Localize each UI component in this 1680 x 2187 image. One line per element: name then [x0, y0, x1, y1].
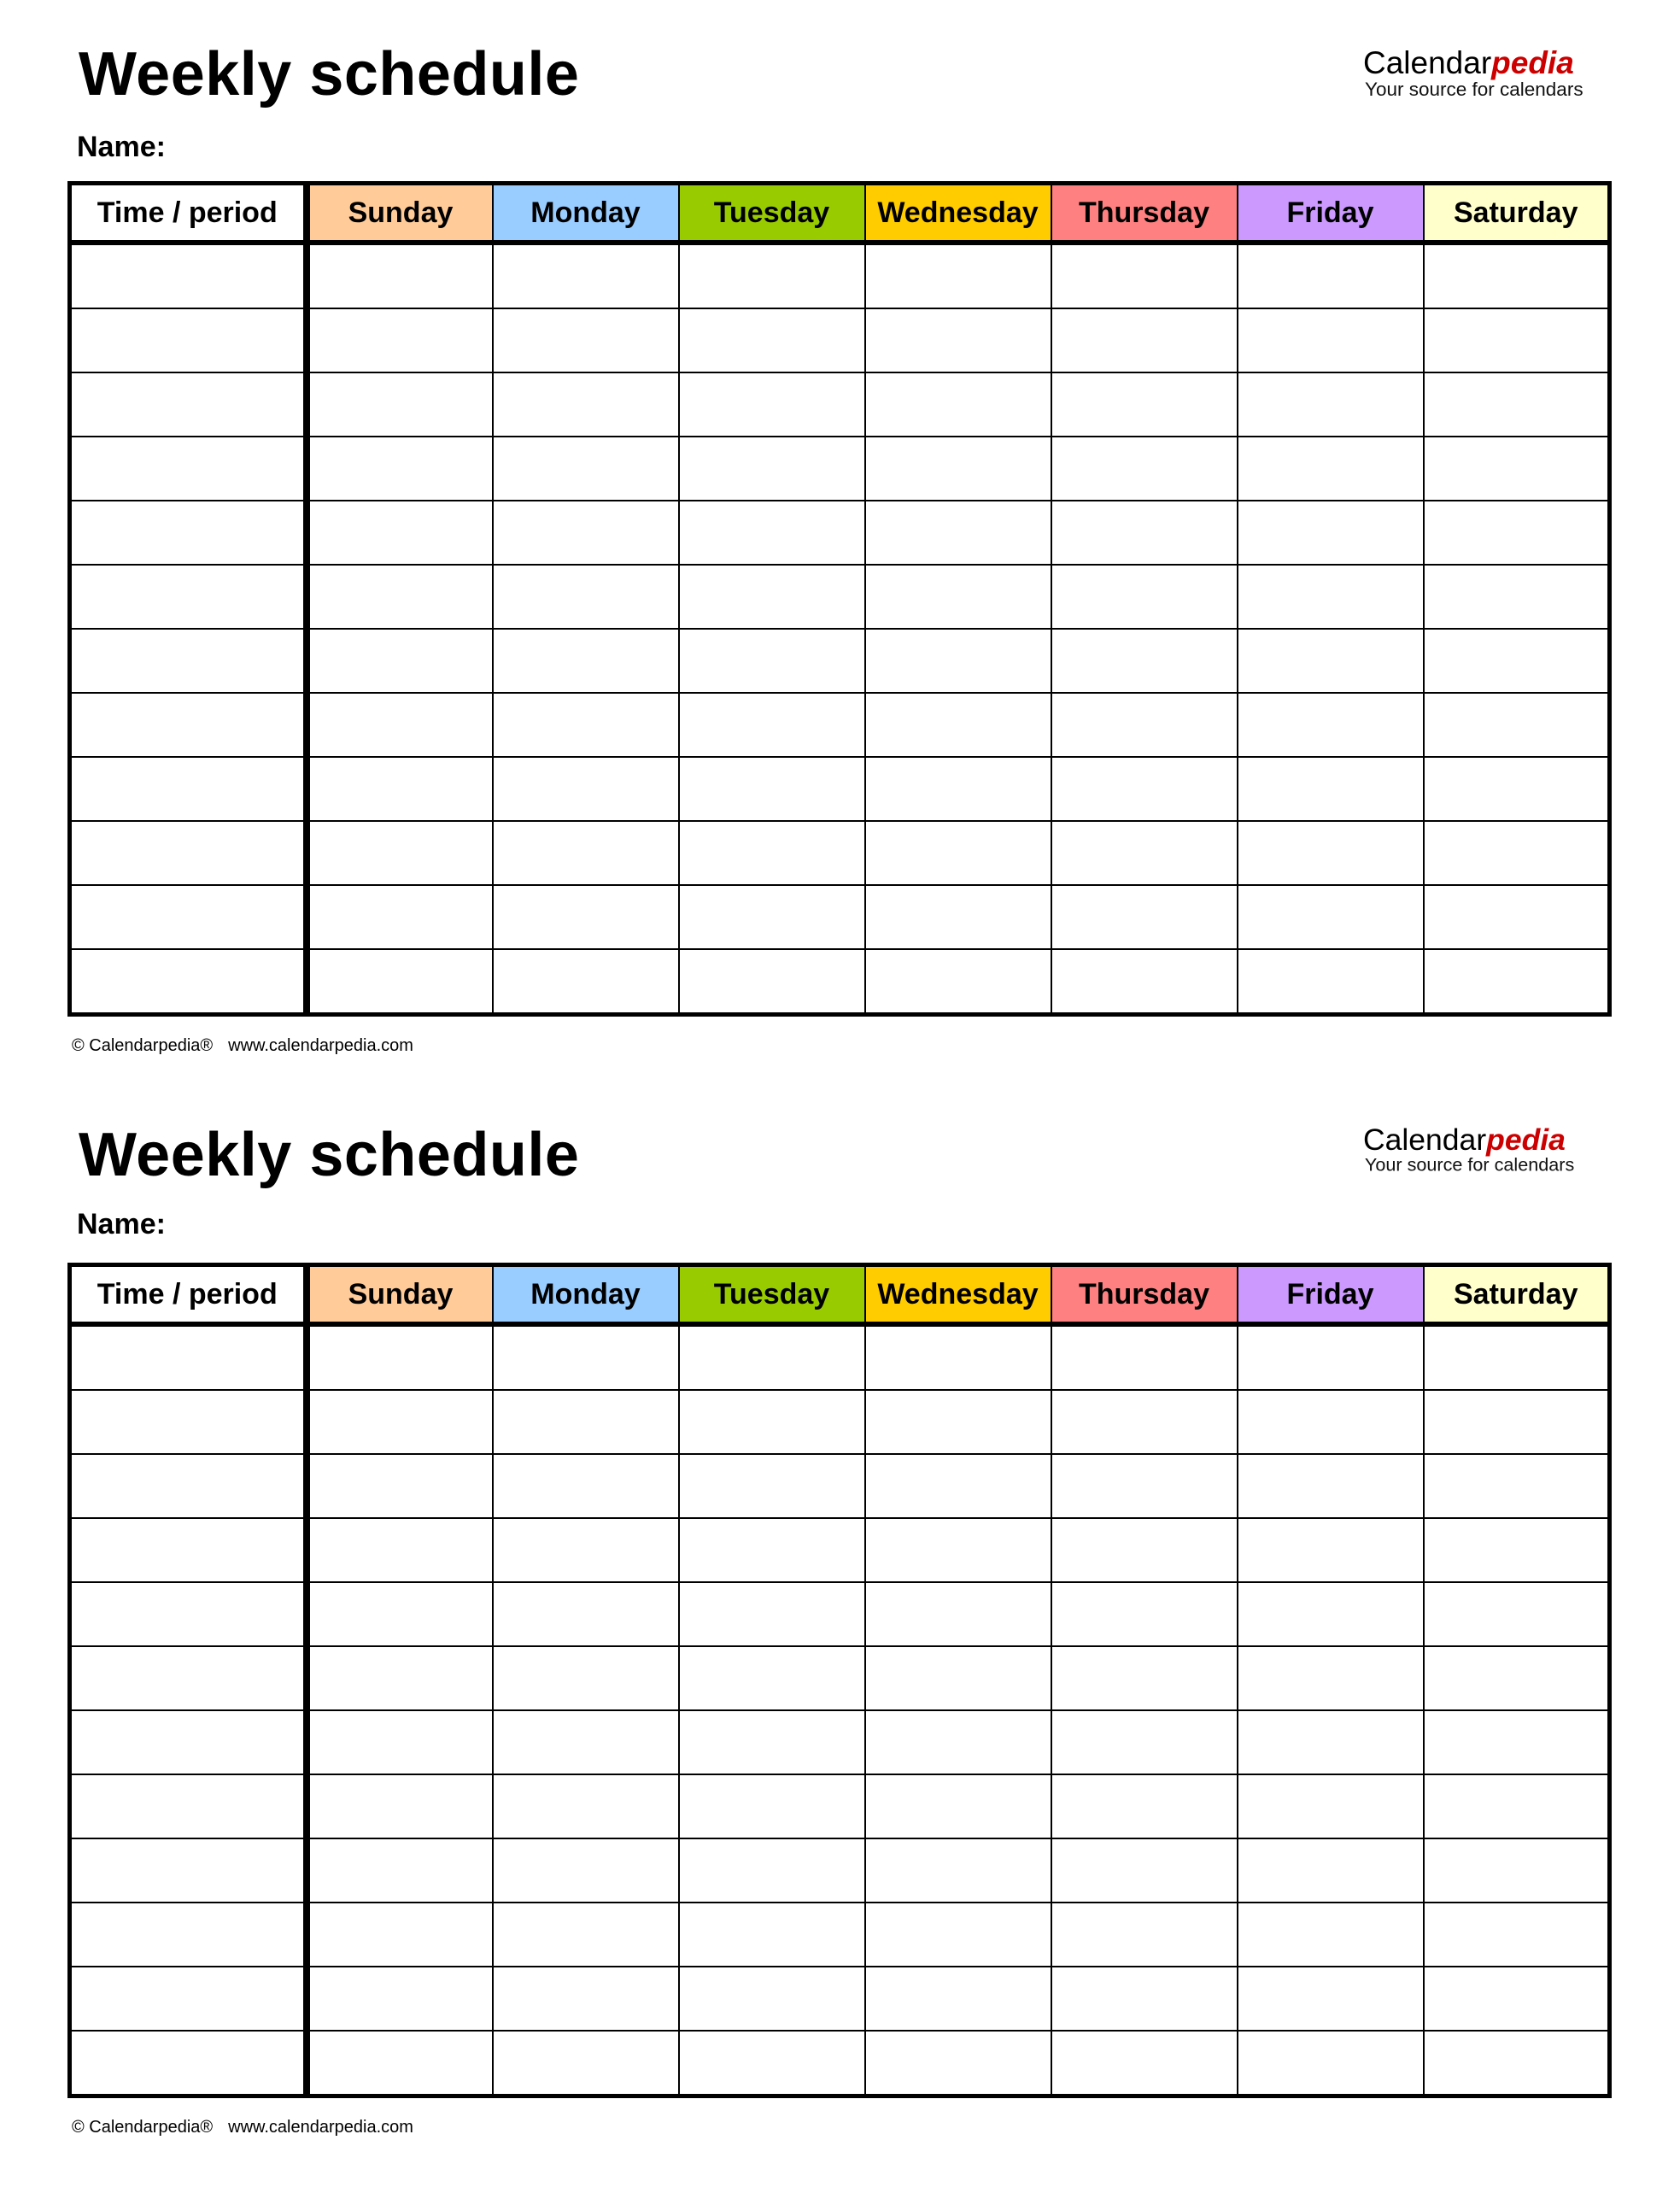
time-period-cell[interactable]: [70, 1582, 307, 1646]
logo-brand: [1363, 47, 1583, 79]
schedule-cell-thursday[interactable]: [1051, 437, 1238, 501]
logo-brand: [1363, 1124, 1574, 1155]
schedule-cell-saturday[interactable]: [1424, 565, 1610, 629]
schedule-cell-monday[interactable]: [493, 1518, 679, 1582]
schedule-cell-tuesday[interactable]: [679, 1903, 865, 1967]
schedule-cell-friday[interactable]: [1238, 565, 1424, 629]
schedule-cell-wednesday[interactable]: [865, 1774, 1051, 1838]
schedule-cell-sunday[interactable]: [307, 1838, 493, 1903]
schedule-cell-wednesday[interactable]: [865, 1903, 1051, 1967]
schedule-cell-wednesday[interactable]: [865, 757, 1051, 821]
schedule-row: [70, 629, 1610, 693]
schedule-cell-thursday[interactable]: [1051, 821, 1238, 885]
footer-url[interactable]: www.calendarpedia.com: [228, 1036, 413, 1055]
logo-tagline: Your source for calendars: [1364, 1154, 1575, 1176]
schedule-cell-tuesday[interactable]: [679, 437, 865, 501]
schedule-cell-wednesday[interactable]: [865, 501, 1051, 565]
schedule-cell-sunday[interactable]: [307, 308, 493, 372]
schedule-cell-thursday[interactable]: [1051, 757, 1238, 821]
schedule-cell-thursday[interactable]: [1051, 565, 1238, 629]
schedule-cell-tuesday[interactable]: [679, 1390, 865, 1454]
schedule-table: [67, 1263, 1612, 2098]
schedule-cell-tuesday[interactable]: [679, 693, 865, 757]
schedule-cell-friday[interactable]: [1238, 1646, 1424, 1710]
time-period-cell[interactable]: [70, 372, 307, 437]
schedule-cell-sunday[interactable]: [307, 1454, 493, 1518]
schedule-cell-wednesday[interactable]: [865, 1518, 1051, 1582]
schedule-cell-sunday[interactable]: [307, 1903, 493, 1967]
column-header-time-period: Time / period: [70, 184, 307, 243]
schedule-cell-monday[interactable]: [493, 1454, 679, 1518]
schedule-cell-saturday[interactable]: [1424, 885, 1610, 949]
logo-brand-main: Calendar: [1363, 45, 1492, 80]
schedule-cell-monday[interactable]: [493, 437, 679, 501]
schedule-cell-wednesday[interactable]: [865, 1324, 1051, 1390]
column-header-friday: Friday: [1238, 1265, 1424, 1325]
time-period-cell[interactable]: [70, 2031, 307, 2096]
schedule-cell-friday[interactable]: [1238, 243, 1424, 308]
schedule-cell-tuesday[interactable]: [679, 629, 865, 693]
column-header-monday: Monday: [493, 184, 679, 243]
schedule-row: [70, 949, 1610, 1015]
schedule-row: [70, 693, 1610, 757]
schedule-cell-sunday[interactable]: [307, 1710, 493, 1774]
schedule-cell-wednesday[interactable]: [865, 1967, 1051, 2031]
time-period-cell[interactable]: [70, 308, 307, 372]
schedule-cell-monday[interactable]: [493, 1710, 679, 1774]
schedule-cell-wednesday[interactable]: [865, 243, 1051, 308]
footer-copyright: © Calendarpedia®: [72, 2118, 214, 2137]
schedule-cell-saturday[interactable]: [1424, 1582, 1610, 1646]
schedule-cell-wednesday[interactable]: [865, 1838, 1051, 1903]
schedule-cell-sunday[interactable]: [307, 1774, 493, 1838]
schedule-cell-monday[interactable]: [493, 821, 679, 885]
column-header-friday: Friday: [1238, 184, 1424, 243]
schedule-cell-wednesday[interactable]: [865, 821, 1051, 885]
schedule-cell-thursday[interactable]: [1051, 1518, 1238, 1582]
schedule-cell-monday[interactable]: [493, 2031, 679, 2096]
schedule-cell-friday[interactable]: [1238, 1710, 1424, 1774]
schedule-cell-tuesday[interactable]: [679, 565, 865, 629]
schedule-cell-sunday[interactable]: [307, 243, 493, 308]
calendarpedia-logo: [1363, 47, 1583, 100]
schedule-cell-sunday[interactable]: [307, 757, 493, 821]
schedule-cell-friday[interactable]: [1238, 372, 1424, 437]
schedule-cell-monday[interactable]: [493, 1967, 679, 2031]
schedule-cell-saturday[interactable]: [1424, 949, 1610, 1015]
schedule-cell-friday[interactable]: [1238, 2031, 1424, 2096]
time-period-cell[interactable]: [70, 629, 307, 693]
schedule-cell-friday[interactable]: [1238, 501, 1424, 565]
schedule-cell-sunday[interactable]: [307, 629, 493, 693]
schedule-cell-sunday[interactable]: [307, 1967, 493, 2031]
schedule-cell-sunday[interactable]: [307, 437, 493, 501]
schedule-cell-thursday[interactable]: [1051, 1646, 1238, 1710]
schedule-row: [70, 1582, 1610, 1646]
schedule-cell-thursday[interactable]: [1051, 1324, 1238, 1390]
schedule-cell-saturday[interactable]: [1424, 693, 1610, 757]
page-title: Weekly schedule: [79, 40, 580, 108]
column-header-tuesday: Tuesday: [679, 1265, 865, 1325]
schedule-cell-monday[interactable]: [493, 1774, 679, 1838]
name-label: Name:: [77, 131, 166, 163]
schedule-cell-wednesday[interactable]: [865, 629, 1051, 693]
logo-brand-accent: pedia: [1486, 1123, 1566, 1157]
schedule-row: [70, 1454, 1610, 1518]
schedule-row: [70, 1838, 1610, 1903]
time-period-cell[interactable]: [70, 437, 307, 501]
column-header-saturday: Saturday: [1424, 1265, 1610, 1325]
schedule-cell-thursday[interactable]: [1051, 501, 1238, 565]
page-title: Weekly schedule: [79, 1121, 580, 1189]
schedule-cell-wednesday[interactable]: [865, 1582, 1051, 1646]
schedule-cell-monday[interactable]: [493, 1582, 679, 1646]
time-period-cell[interactable]: [70, 1518, 307, 1582]
schedule-cell-saturday[interactable]: [1424, 1967, 1610, 2031]
schedule-cell-thursday[interactable]: [1051, 885, 1238, 949]
schedule-cell-thursday[interactable]: [1051, 629, 1238, 693]
calendarpedia-logo: [1363, 1124, 1574, 1175]
schedule-cell-thursday[interactable]: [1051, 693, 1238, 757]
schedule-cell-thursday[interactable]: [1051, 1710, 1238, 1774]
schedule-cell-friday[interactable]: [1238, 821, 1424, 885]
schedule-cell-monday[interactable]: [493, 1324, 679, 1390]
schedule-cell-thursday[interactable]: [1051, 308, 1238, 372]
schedule-cell-saturday[interactable]: [1424, 308, 1610, 372]
schedule-cell-monday[interactable]: [493, 693, 679, 757]
schedule-cell-tuesday[interactable]: [679, 821, 865, 885]
column-header-thursday: Thursday: [1051, 184, 1238, 243]
schedule-cell-saturday[interactable]: [1424, 821, 1610, 885]
schedule-cell-saturday[interactable]: [1424, 1324, 1610, 1390]
schedule-cell-tuesday[interactable]: [679, 243, 865, 308]
schedule-cell-friday[interactable]: [1238, 629, 1424, 693]
schedule-cell-tuesday[interactable]: [679, 308, 865, 372]
schedule-cell-saturday[interactable]: [1424, 1838, 1610, 1903]
schedule-row: [70, 885, 1610, 949]
schedule-cell-saturday[interactable]: [1424, 1710, 1610, 1774]
schedule-row: [70, 1967, 1610, 2031]
schedule-row: [70, 372, 1610, 437]
column-header-sunday: Sunday: [307, 184, 493, 243]
time-period-cell[interactable]: [70, 1646, 307, 1710]
schedule-cell-sunday[interactable]: [307, 2031, 493, 2096]
schedule-cell-monday[interactable]: [493, 949, 679, 1015]
schedule-cell-friday[interactable]: [1238, 757, 1424, 821]
schedule-cell-wednesday[interactable]: [865, 372, 1051, 437]
schedule-cell-monday[interactable]: [493, 1903, 679, 1967]
schedule-cell-friday[interactable]: [1238, 437, 1424, 501]
schedule-body: [70, 243, 1610, 1015]
schedule-cell-friday[interactable]: [1238, 1582, 1424, 1646]
schedule-row: [70, 308, 1610, 372]
column-header-thursday: Thursday: [1051, 1265, 1238, 1325]
schedule-cell-saturday[interactable]: [1424, 1646, 1610, 1710]
schedule-cell-thursday[interactable]: [1051, 372, 1238, 437]
time-period-cell[interactable]: [70, 243, 307, 308]
schedule-cell-monday[interactable]: [493, 885, 679, 949]
schedule-cell-friday[interactable]: [1238, 1903, 1424, 1967]
schedule-cell-monday[interactable]: [493, 1390, 679, 1454]
schedule-cell-thursday[interactable]: [1051, 1903, 1238, 1967]
schedule-cell-thursday[interactable]: [1051, 1838, 1238, 1903]
schedule-cell-tuesday[interactable]: [679, 1838, 865, 1903]
schedule-cell-friday[interactable]: [1238, 1838, 1424, 1903]
schedule-cell-tuesday[interactable]: [679, 757, 865, 821]
logo-brand-main: Calendar: [1363, 1123, 1487, 1157]
schedule-cell-thursday[interactable]: [1051, 1774, 1238, 1838]
schedule-cell-wednesday[interactable]: [865, 1454, 1051, 1518]
schedule-row: [70, 501, 1610, 565]
schedule-cell-monday[interactable]: [493, 501, 679, 565]
footer-credit: [72, 2119, 413, 2136]
schedule-cell-wednesday[interactable]: [865, 1390, 1051, 1454]
schedule-cell-wednesday[interactable]: [865, 1710, 1051, 1774]
schedule-cell-thursday[interactable]: [1051, 243, 1238, 308]
schedule-row: [70, 437, 1610, 501]
schedule-cell-thursday[interactable]: [1051, 2031, 1238, 2096]
schedule-cell-friday[interactable]: [1238, 1324, 1424, 1390]
schedule-cell-friday[interactable]: [1238, 885, 1424, 949]
schedule-cell-friday[interactable]: [1238, 693, 1424, 757]
schedule-cell-wednesday[interactable]: [865, 308, 1051, 372]
schedule-cell-thursday[interactable]: [1051, 1454, 1238, 1518]
schedule-cell-tuesday[interactable]: [679, 1582, 865, 1646]
schedule-row: [70, 1710, 1610, 1774]
footer-copyright: © Calendarpedia®: [72, 1036, 214, 1055]
schedule-row: [70, 1903, 1610, 1967]
time-period-cell[interactable]: [70, 565, 307, 629]
schedule-cell-tuesday[interactable]: [679, 1646, 865, 1710]
schedule-cell-saturday[interactable]: [1424, 1390, 1610, 1454]
schedule-cell-saturday[interactable]: [1424, 1774, 1610, 1838]
time-period-cell[interactable]: [70, 821, 307, 885]
schedule-row: [70, 565, 1610, 629]
schedule-row: [70, 1390, 1610, 1454]
schedule-cell-sunday[interactable]: [307, 1646, 493, 1710]
schedule-cell-friday[interactable]: [1238, 949, 1424, 1015]
column-header-time-period: Time / period: [70, 1265, 307, 1325]
schedule-cell-friday[interactable]: [1238, 1518, 1424, 1582]
time-period-cell[interactable]: [70, 885, 307, 949]
schedule-row: [70, 2031, 1610, 2096]
schedule-cell-thursday[interactable]: [1051, 1582, 1238, 1646]
time-period-cell[interactable]: [70, 693, 307, 757]
time-period-cell[interactable]: [70, 1774, 307, 1838]
time-period-cell[interactable]: [70, 949, 307, 1015]
schedule-cell-sunday[interactable]: [307, 821, 493, 885]
schedule-cell-sunday[interactable]: [307, 949, 493, 1015]
time-period-cell[interactable]: [70, 501, 307, 565]
schedule-row: [70, 1774, 1610, 1838]
logo-tagline: Your source for calendars: [1365, 79, 1583, 100]
column-header-wednesday: Wednesday: [865, 1265, 1051, 1325]
footer-url[interactable]: www.calendarpedia.com: [228, 2118, 413, 2137]
schedule-cell-tuesday[interactable]: [679, 1518, 865, 1582]
schedule-cell-monday[interactable]: [493, 757, 679, 821]
schedule-cell-wednesday[interactable]: [865, 949, 1051, 1015]
column-header-wednesday: Wednesday: [865, 184, 1051, 243]
schedule-cell-sunday[interactable]: [307, 1390, 493, 1454]
schedule-cell-friday[interactable]: [1238, 1454, 1424, 1518]
schedule-cell-monday[interactable]: [493, 629, 679, 693]
schedule-cell-sunday[interactable]: [307, 1582, 493, 1646]
time-period-cell[interactable]: [70, 1903, 307, 1967]
time-period-cell[interactable]: [70, 1454, 307, 1518]
time-period-cell[interactable]: [70, 757, 307, 821]
schedule-cell-wednesday[interactable]: [865, 1646, 1051, 1710]
schedule-cell-monday[interactable]: [493, 1646, 679, 1710]
schedule-row: [70, 757, 1610, 821]
schedule-cell-tuesday[interactable]: [679, 1710, 865, 1774]
schedule-cell-saturday[interactable]: [1424, 2031, 1610, 2096]
schedule-cell-tuesday[interactable]: [679, 885, 865, 949]
schedule-row: [70, 1324, 1610, 1390]
schedule-cell-thursday[interactable]: [1051, 1390, 1238, 1454]
schedule-cell-friday[interactable]: [1238, 1774, 1424, 1838]
schedule-cell-sunday[interactable]: [307, 1324, 493, 1390]
schedule-cell-saturday[interactable]: [1424, 437, 1610, 501]
footer-credit: [72, 1037, 413, 1054]
schedule-cell-monday[interactable]: [493, 1838, 679, 1903]
schedule-row: [70, 243, 1610, 308]
schedule-cell-monday[interactable]: [493, 565, 679, 629]
schedule-table: [67, 181, 1612, 1017]
schedule-cell-tuesday[interactable]: [679, 372, 865, 437]
column-header-monday: Monday: [493, 1265, 679, 1325]
schedule-row: [70, 1646, 1610, 1710]
schedule-cell-monday[interactable]: [493, 243, 679, 308]
schedule-cell-wednesday[interactable]: [865, 565, 1051, 629]
schedule-cell-friday[interactable]: [1238, 1967, 1424, 2031]
schedule-cell-saturday[interactable]: [1424, 629, 1610, 693]
header-row: [70, 1265, 1610, 1325]
schedule-cell-friday[interactable]: [1238, 308, 1424, 372]
logo-brand-accent: pedia: [1491, 45, 1574, 80]
schedule-cell-saturday[interactable]: [1424, 1903, 1610, 1967]
schedule-cell-sunday[interactable]: [307, 885, 493, 949]
schedule-cell-thursday[interactable]: [1051, 949, 1238, 1015]
schedule-cell-tuesday[interactable]: [679, 1774, 865, 1838]
schedule-cell-sunday[interactable]: [307, 372, 493, 437]
schedule-cell-tuesday[interactable]: [679, 1454, 865, 1518]
column-header-sunday: Sunday: [307, 1265, 493, 1325]
name-label: Name:: [77, 1208, 166, 1240]
schedule-row: [70, 1518, 1610, 1582]
column-header-saturday: Saturday: [1424, 184, 1610, 243]
time-period-cell[interactable]: [70, 1390, 307, 1454]
schedule-cell-wednesday[interactable]: [865, 885, 1051, 949]
schedule-cell-monday[interactable]: [493, 308, 679, 372]
schedule-cell-tuesday[interactable]: [679, 501, 865, 565]
schedule-cell-wednesday[interactable]: [865, 2031, 1051, 2096]
schedule-cell-tuesday[interactable]: [679, 1967, 865, 2031]
schedule-cell-friday[interactable]: [1238, 1390, 1424, 1454]
schedule-cell-saturday[interactable]: [1424, 243, 1610, 308]
schedule-cell-tuesday[interactable]: [679, 2031, 865, 2096]
schedule-cell-tuesday[interactable]: [679, 949, 865, 1015]
schedule-cell-sunday[interactable]: [307, 565, 493, 629]
schedule-row: [70, 821, 1610, 885]
schedule-cell-wednesday[interactable]: [865, 437, 1051, 501]
column-header-tuesday: Tuesday: [679, 184, 865, 243]
schedule-cell-saturday[interactable]: [1424, 372, 1610, 437]
header-row: [70, 184, 1610, 243]
schedule-cell-tuesday[interactable]: [679, 1324, 865, 1390]
schedule-cell-saturday[interactable]: [1424, 501, 1610, 565]
schedule-cell-saturday[interactable]: [1424, 1454, 1610, 1518]
schedule-cell-monday[interactable]: [493, 372, 679, 437]
schedule-cell-sunday[interactable]: [307, 693, 493, 757]
schedule-cell-saturday[interactable]: [1424, 757, 1610, 821]
time-period-cell[interactable]: [70, 1710, 307, 1774]
schedule-cell-thursday[interactable]: [1051, 1967, 1238, 2031]
time-period-cell[interactable]: [70, 1324, 307, 1390]
schedule-cell-wednesday[interactable]: [865, 693, 1051, 757]
time-period-cell[interactable]: [70, 1838, 307, 1903]
schedule-cell-sunday[interactable]: [307, 501, 493, 565]
schedule-cell-sunday[interactable]: [307, 1518, 493, 1582]
schedule-body: [70, 1324, 1610, 2096]
schedule-cell-saturday[interactable]: [1424, 1518, 1610, 1582]
time-period-cell[interactable]: [70, 1967, 307, 2031]
